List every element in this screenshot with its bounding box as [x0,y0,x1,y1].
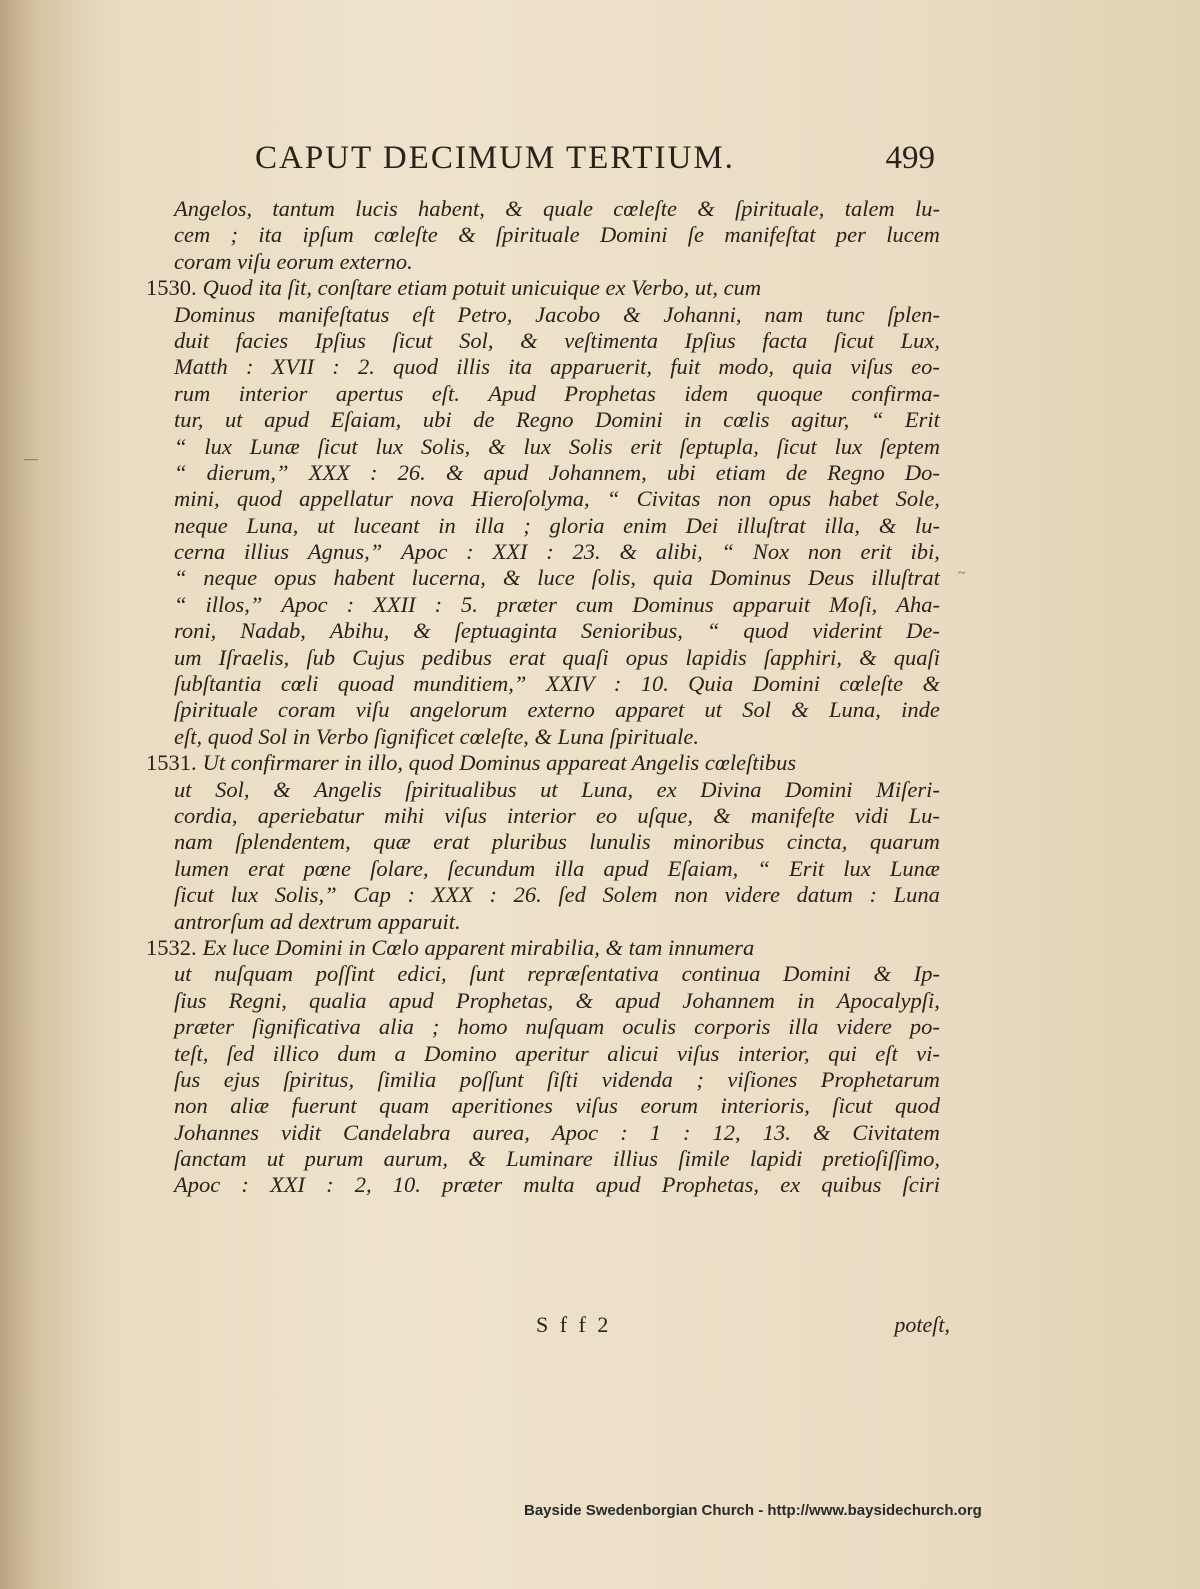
paragraph-1532-first-line [140,935,940,961]
text-line: duit facies Ipſius ſicut Sol, & veſtimenta Ipſius facta ſicut Lux, [174,327,940,353]
text-line: cerna illius Agnus,” Apoc : XXI : 23. & alibi, “ Nox non erit ibi, [174,539,940,565]
body-text [140,196,940,1199]
text-line: antrorſum ad dextrum apparuit. [174,908,461,934]
page-number: 499 [885,140,935,176]
text-line: tur, ut apud Eſaiam, ubi de Regno Domini in cœlis agitur, “ Erit [174,407,940,433]
catchword: poteſt, [894,1312,950,1337]
text-line: Johannes vidit Candelabra aurea, Apoc : 1 : 12, 13. & Civitatem [174,1119,940,1145]
text-line: præter ſignificativa alia ; homo nuſquam oculis corporis illa videre po- [174,1014,940,1040]
running-head: CAPUT DECIMUM TERTIUM. [255,140,735,176]
text-line: “ dierum,” XXX : 26. & apud Johannem, ubi etiam de Regno Do- [174,459,940,485]
text-line: neque Luna, ut luceant in illa ; gloria enim Dei illuſtrat illa, & lu- [174,512,940,538]
text-line: cordia, aperiebatur mihi viſus interior eo uſque, & manifeſte vidi Lu- [174,802,940,828]
text-line: ſus ejus ſpiritus, ſimilia poſſunt ſiſti videnda ; viſiones Prophetarum [174,1066,940,1092]
text-line: Angelos, tantum lucis habent, & quale cœleſte & ſpirituale, talem lu- [174,196,940,221]
text-line: rum interior apertus eſt. Apud Prophetas idem quoque confirma- [174,380,940,406]
text-line: “ neque opus habent lucerna, & luce ſolis, quia Dominus Deus illuſtrat [174,565,940,591]
text-line: lumen erat pœne ſolare, ſecundum illa apud Eſaiam, “ Erit lux Lunæ [174,855,940,881]
text-line: nam ſplendentem, quæ erat pluribus lunulis minoribus cincta, quarum [174,829,940,855]
text-line: Apoc : XXI : 2, 10. præter multa apud Prophetas, ex quibus ſciri [174,1172,940,1198]
text-line: coram viſu eorum externo. [174,248,413,274]
text-line: ut Sol, & Angelis ſpiritualibus ut Luna, ex Divina Domini Miſeri- [174,776,940,802]
text-line: roni, Nadab, Abihu, & ſeptuaginta Senioribus, “ quod viderint De- [174,618,940,644]
text-line: eſt, quod Sol in Verbo ſignificet cœleſte, & Luna ſpirituale. [174,723,699,749]
text-line: Quod ita ſit, conſtare etiam potuit unicuique ex Verbo, ut, cum [202,275,762,301]
paragraph-1531-first-line [140,750,940,776]
text-line: ſanctam ut purum aurum, & Luminare illius ſimile lapidi pretioſiſſimo, [174,1146,940,1172]
text-line: ſubſtantia cœli quoad munditiem,” XXIV : 10. Quia Domini cœleſte & [174,671,940,697]
text-line: Matth : XVII : 2. quod illis ita apparuerit, fuit modo, quia viſus eo- [174,354,940,380]
text-line: ſpirituale coram viſu angelorum externo apparet ut Sol & Luna, inde [174,697,940,723]
paragraph-number: 1532. [146,934,197,960]
text-line: ſicut lux Solis,” Cap : XXX : 26. ſed Solem non videre datum : Luna [174,882,940,908]
watermark: Bayside Swedenborgian Church - http://www.baysidechurch.org [524,1502,982,1519]
text-line: cem ; ita ipſum cœleſte & ſpirituale Domini ſe manifeſtat per lucem [174,222,940,248]
text-line: um Iſraelis, ſub Cujus pedibus erat quaſi opus lapidis ſapphiri, & quaſi [174,644,940,670]
text-line: teſt, ſed illico dum a Domino aperitur alicui viſus interior, qui eſt vi- [174,1040,940,1066]
page-footer [140,1312,950,1342]
text-line: “ lux Lunæ ſicut lux Solis, & lux Solis erit ſeptupla, ſicut lux ſeptem [174,433,940,459]
text-line: Ex luce Domini in Cœlo apparent mirabilia, & tam innumera [202,934,755,960]
paragraph-1530-first-line [140,275,940,301]
margin-mark-right: ~ [958,566,966,581]
page-header [255,140,935,190]
margin-mark-left: — [24,452,38,467]
signature-mark: S f f 2 [536,1312,612,1337]
text-line: “ illos,” Apoc : XXII : 5. præter cum Dominus apparuit Moſi, Aha- [174,591,940,617]
paragraph-number: 1530. [146,275,197,301]
text-line: Ut confirmarer in illo, quod Dominus appareat Angelis cœleſtibus [202,750,797,776]
text-line: ſius Regni, qualia apud Prophetas, & apud Johannem in Apocalypſi, [174,987,940,1013]
text-line: non aliæ fuerunt quam aperitiones viſus eorum interioris, ſicut quod [174,1093,940,1119]
text-line: mini, quod appellatur nova Hieroſolyma, “ Civitas non opus habet Sole, [174,486,940,512]
text-line: ut nuſquam poſſint edici, ſunt repræſentativa continua Domini & Ip- [174,961,940,987]
paragraph-number: 1531. [146,750,197,776]
text-line: Dominus manifeſtatus eſt Petro, Jacobo & Johanni, nam tunc ſplen- [174,301,940,327]
